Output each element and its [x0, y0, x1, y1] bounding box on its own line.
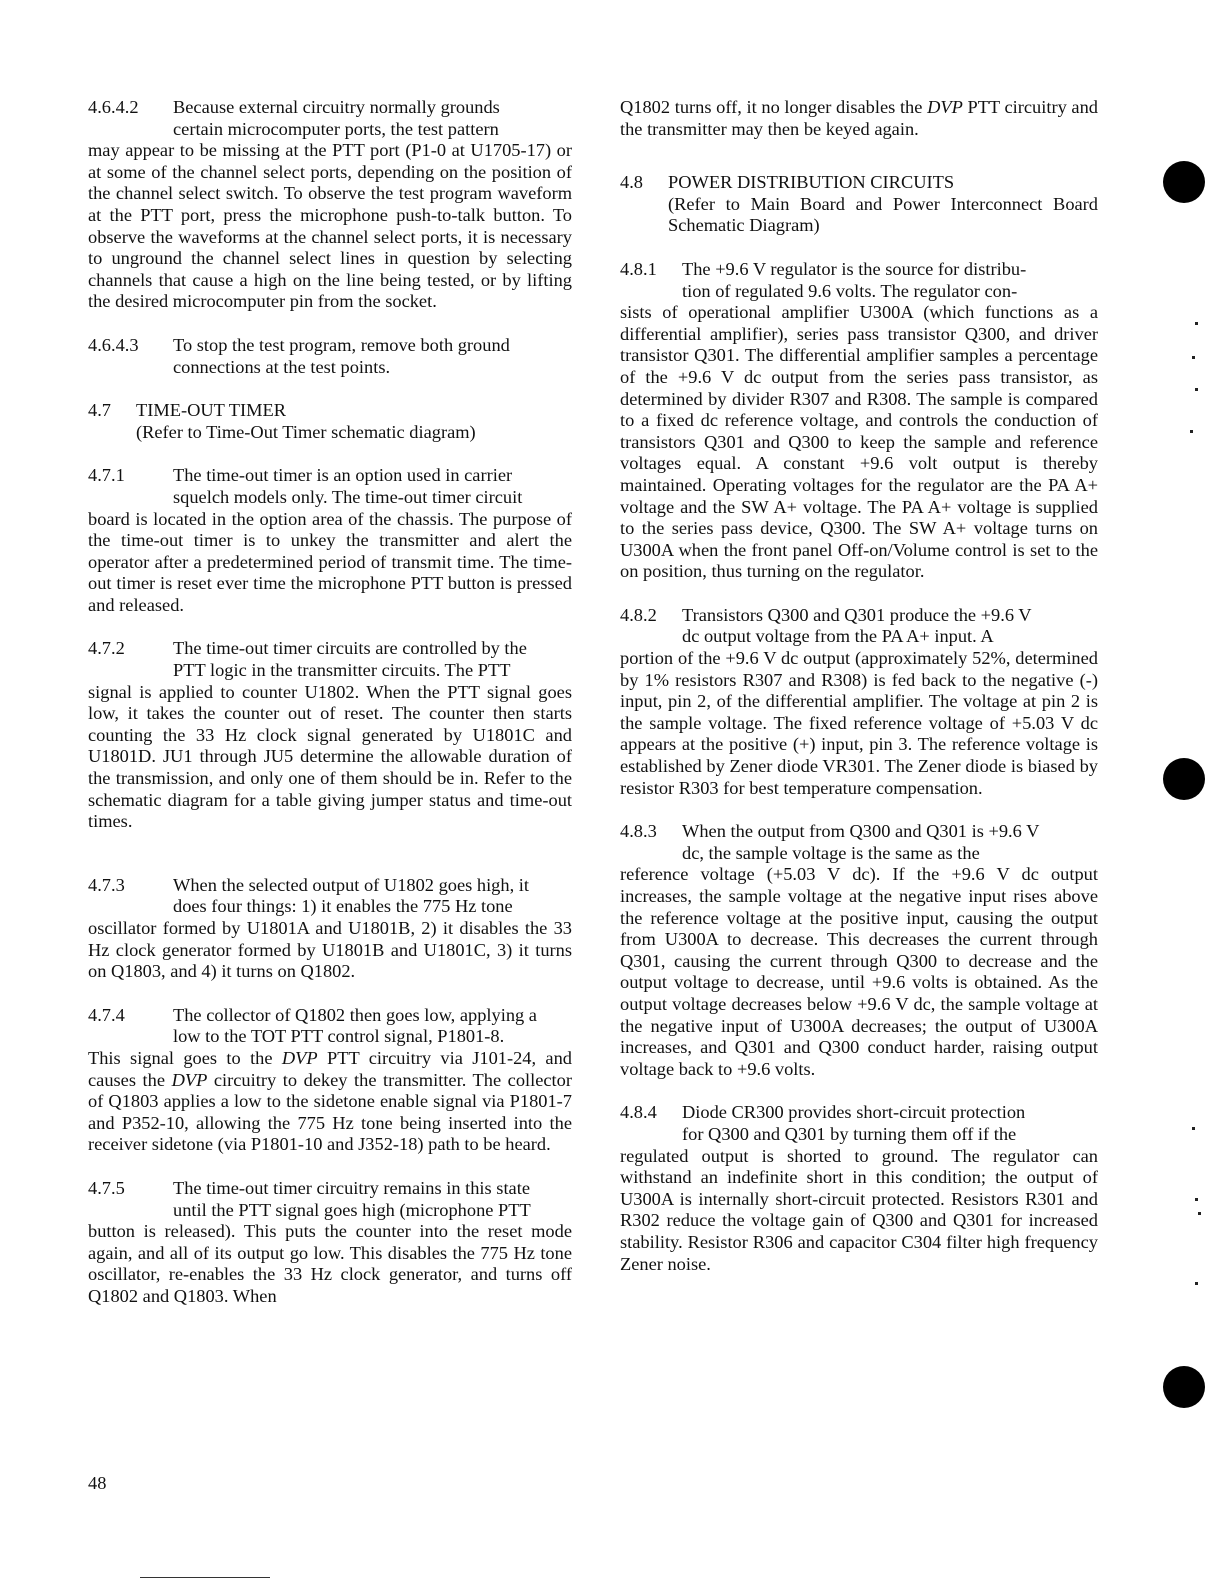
page-number: 48 [88, 1473, 107, 1493]
paragraph-4-8-1: 4.8.1 The +9.6 V regulator is the source for distribu- tion of regulated 9.6 volts. The regulator con- sists of operational amplifier U300A (which functions as a differential amplifier), series pass transistor Q300, and driver transistor Q301. The differential amplifier samples a percentage of the +9.6 V dc output from the series pass transistor, as determined by divider R307 and R308. The sample is compared to a fixed dc reference voltage, and controls the conduction of transistors Q301 and Q300 to keep the sample and reference voltages equal. A constant +9.6 volt output is thereby maintained. Operating voltages for the regulator are the PA A+ voltage and the SW A+ voltage. The PA A+ voltage is supplied to the series pass device, Q300. The SW A+ voltage turns on U300A when the front panel Off-on/Volume control is set to the on position, thus turning on the regulator. [620, 258, 1098, 582]
scan-speck [1195, 1198, 1198, 1201]
paragraph-number: 4.6.4.2 [88, 97, 139, 117]
section-title: POWER DISTRIBUTION CIRCUITS [668, 172, 955, 193]
section-heading-4-7: 4.7 TIME-OUT TIMER (Refer to Time-Out Timer schematic diagram) [88, 400, 572, 443]
section-subtitle: (Refer to Main Board and Power Interconnect Board Schematic Diagram) [668, 193, 1098, 236]
footer-rule [140, 1577, 270, 1578]
scan-speck [1190, 430, 1193, 433]
punch-hole [1163, 1366, 1205, 1408]
paragraph-4-7-3: 4.7.3 When the selected output of U1802 goes high, it does four things: 1) it enables the 775 Hz tone oscillator formed by U1801A and U1801B, 2) it disables the 33 Hz clock generator formed by U1801B and U1801C, 3) it turns on Q1803, and 4) it turns on Q1802. [88, 874, 572, 982]
paragraph-number: 4.7.3 [88, 874, 125, 895]
section-subtitle: (Refer to Time-Out Timer schematic diagram) [136, 421, 476, 442]
paragraph-4-8-3: 4.8.3 When the output from Q300 and Q301 is +9.6 V dc, the sample voltage is the same as the reference voltage (+5.03 V dc). If the +9.6 V dc output increases, the sample voltage at the negative input rises above the reference voltage at the positive input, causing the output from U300A to decrease. This decreases the current through Q301, causing the current through Q300 to decrease and the output voltage to decrease, until +9.6 volts is obtained. As the output voltage decreases below +9.6 V dc, the sample voltage at the negative input of U300A decreases; the output of U300A increases, and Q301 and Q300 conduct harder, raising output voltage back to +9.6 volts. [620, 821, 1098, 1079]
paragraph-4-7-4: 4.7.4 The collector of Q1802 then goes low, applying a low to the TOT PTT control signal, P1801-8. This signal goes to the DVP PTT circuitry via J101-24, and causes the DVP circuitry to dekey the transmitter. The collector of Q1803 applies a low to the sidetone enable signal via P1801-7 and P352-10, allowing the 775 Hz tone being inserted into the receiver sidetone (via P1801-10 and J352-18) path to be heard. [88, 1004, 572, 1155]
left-column [88, 97, 572, 1330]
section-heading-4-8: 4.8 POWER DISTRIBUTION CIRCUITS (Refer to Main Board and Power Interconnect Board Schematic Diagram) [620, 172, 1098, 236]
scan-speck [1198, 1212, 1201, 1215]
paragraph-4-7-2: 4.7.2 The time-out timer circuits are controlled by the PTT logic in the transmitter circuits. The PTT signal is applied to counter U1802. When the PTT signal goes low, it takes the counter out of reset. The counter then starts counting the 33 Hz clock signal generated by U1801C and U1801D. JU1 through JU5 determine the allowable duration of the transmission, and only one of them should be in. Refer to the schematic diagram for a table giving jumper status and time-out times. [88, 638, 572, 832]
paragraph-number: 4.8.3 [620, 821, 657, 842]
paragraph-number: 4.7.1 [88, 465, 125, 486]
paragraph-number: 4.7.4 [88, 1004, 125, 1025]
paragraph-4-7-5: 4.7.5 The time-out timer circuitry remains in this state until the PTT signal goes high (microphone PTT button is released). This puts the counter into the reset mode again, and all of its output go low. This disables the 775 Hz tone oscillator, re-enables the 33 Hz clock generator, and turns off Q1802 and Q1803. When [88, 1177, 572, 1306]
punch-hole [1163, 161, 1205, 203]
paragraph-4-6-4-2: 4.6.4.2 Because external circuitry normally grounds certain microcomputer ports, the test pattern may appear to be missing at the PTT port (P1-0 at U1705-17) or at some of the channel select ports, depending on the position of the channel select switch. To observe the test program waveform at the PTT port, press the microphone push-to-talk button. To observe the waveforms at the channel select ports, it is necessary to unground the channel select lines in question by selecting channels that cause a high on the line being tested, or by lifting the desired microcomputer pin from the socket. [88, 97, 572, 312]
punch-hole [1163, 758, 1205, 800]
paragraph-4-8-2: 4.8.2 Transistors Q300 and Q301 produce the +9.6 V dc output voltage from the PA A+ input. A portion of the +9.6 V dc output (approximately 52%, determined by 1% resistors R307 and R308) is fed back to the negative (-) input, pin 2, of the differential amplifier. The voltage at pin 2 is the sample voltage. The fixed reference voltage of +5.03 V dc appears at the positive (+) input, pin 3. The reference voltage is established by Zener diode VR301. The Zener diode is biased by resistor R303 for best temperature compensation. [620, 604, 1098, 798]
paragraph-number: 4.6.4.3 [88, 334, 139, 355]
paragraph-4-7-5-continued: Q1802 turns off, it no longer disables the DVP PTT circuitry and the transmitter may then be keyed again. [620, 97, 1098, 139]
scan-speck [1195, 1282, 1198, 1285]
paragraph-number: 4.7.2 [88, 638, 125, 659]
paragraph-number: 4.8.1 [620, 258, 657, 279]
scan-speck [1195, 322, 1198, 325]
paragraph-number: 4.7.5 [88, 1177, 125, 1198]
paragraph-number: 4.8.2 [620, 604, 657, 625]
paragraph-4-8-4: 4.8.4 Diode CR300 provides short-circuit protection for Q300 and Q301 by turning them off if the regulated output is shorted to ground. The regulator can withstand an indefinite short in this condition; the output of U300A is internally short-circuit protected. Resistors R301 and R302 reduce the voltage gain of Q300 and Q301 for increased stability. Resistor R306 and capacitor C304 filter high frequency Zener noise. [620, 1102, 1098, 1274]
paragraph-number: 4.8.4 [620, 1102, 657, 1123]
right-column [620, 97, 1098, 1297]
scan-speck [1192, 1127, 1195, 1130]
section-title: TIME-OUT TIMER [136, 400, 287, 421]
scan-speck [1192, 356, 1195, 359]
scan-speck [1195, 388, 1198, 391]
paragraph-4-6-4-3: 4.6.4.3 To stop the test program, remove both ground connections at the test points. [88, 334, 510, 377]
paragraph-4-7-1: 4.7.1 The time-out timer is an option used in carrier squelch models only. The time-out timer circuit board is located in the option area of the chassis. The purpose of the time-out timer is to unkey the transmitter and alert the operator after a predetermined period of transmit time. The time-out timer is reset ever time the microphone PTT button is pressed and released. [88, 465, 572, 615]
